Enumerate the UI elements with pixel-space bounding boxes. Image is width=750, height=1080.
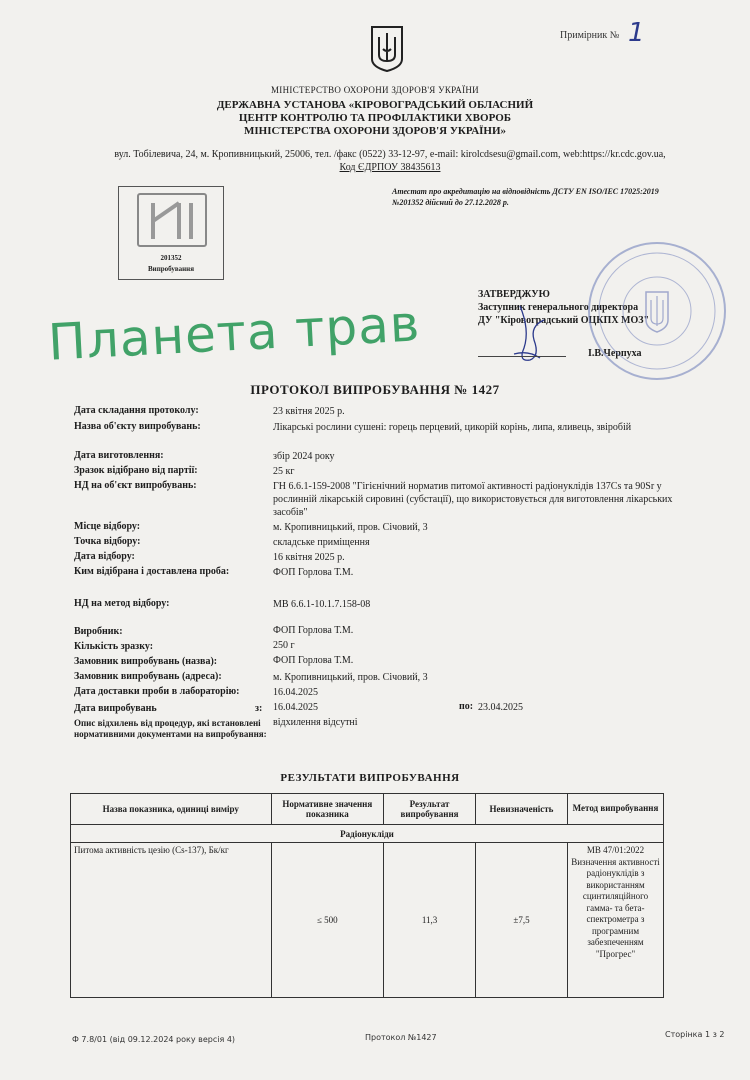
field-value-customer-address: м. Кропивницький, пров. Січовий, 3 — [273, 672, 428, 683]
header-uncertainty: Невизначеність — [475, 794, 567, 825]
organization-name-line2: ЦЕНТР КОНТРОЛЮ ТА ПРОФІЛАКТИКИ ХВОРОБ — [238, 112, 512, 124]
field-value-customer-name: ФОП Горлова Т.М. — [273, 655, 354, 666]
field-value-batch-size: 25 кг — [273, 466, 295, 477]
watermark-stamp: Планета трав — [46, 294, 422, 372]
field-label-sampling-method: НД на метод відбору: — [74, 598, 170, 609]
table-row — [71, 843, 664, 998]
organization-address — [70, 148, 710, 174]
field-label-sampling-place: Місце відбору: — [74, 521, 141, 532]
footer-form-version: Ф 7.8/01 (від 09.12.2024 року версія 4) — [72, 1035, 236, 1044]
address-line: вул. Тобілевича, 24, м. Кропивницький, 25006, тел. /факс (0522) 33-12-97, e-mail: kirolcdsesu@gmail.com, web:https://kr.cdc.gov.ua, — [114, 149, 666, 160]
test-date-to-label: по: — [459, 701, 474, 712]
accreditation-mark-icon — [137, 193, 207, 247]
field-value-sampling-point: складське приміщення — [273, 537, 370, 548]
cell-result: 11,3 — [384, 843, 476, 998]
protocol-title: ПРОТОКОЛ ВИПРОБУВАННЯ № 1427 — [250, 382, 500, 397]
field-value-manufacture-date: збір 2024 року — [273, 451, 335, 462]
field-value-protocol-date: 23 квітня 2025 р. — [273, 406, 345, 417]
header-method: Метод випробування — [568, 794, 664, 825]
signature-line — [478, 356, 566, 357]
cell-method — [568, 843, 664, 998]
field-value-deviations: відхилення відсутні — [273, 717, 358, 728]
field-label-sampling-point: Точка відбору: — [74, 536, 141, 547]
field-label-sample-quantity: Кількість зразку: — [74, 641, 154, 652]
field-label-object-standard: НД на об'єкт випробувань: — [74, 480, 197, 491]
results-header-row — [71, 794, 664, 825]
accreditation-line1: Атестат про акредитацію на відповідність ДСТУ EN ISO/IEC 17025:2019 — [392, 187, 659, 196]
trident-emblem-icon — [370, 25, 404, 73]
field-label-batch-size: Зразок відібрано від партії: — [74, 465, 198, 476]
accreditation-logo-caption: Випробування — [148, 265, 194, 273]
footer-page-number: Сторінка 1 з 2 — [665, 1030, 725, 1039]
approval-position-line2: ДУ "Кіровоградський ОЦКПХ МОЗ" — [478, 315, 650, 326]
approval-title: ЗАТВЕРДЖУЮ — [478, 289, 550, 300]
official-seal-icon — [586, 240, 728, 382]
accreditation-logo-number: 201352 — [160, 254, 182, 262]
approval-position-line1: Заступник генерального директора — [478, 302, 639, 313]
copy-number-label: Примірник № — [560, 30, 620, 41]
field-label-test-object: Назва об'єкту випробувань: — [74, 421, 201, 432]
method-code: МВ 47/01:2022 — [586, 845, 645, 855]
field-value-sampled-by: ФОП Горлова Т.М. — [273, 567, 354, 578]
field-value-object-standard: ГН 6.6.1-159-2008 "Гігієнічний норматив питомої активності радіонуклідів 137Cs та 90Sr у рослинній лікарській сировині (субстації), що використовується для виготовлення лікарських засобів" — [273, 481, 673, 518]
signatory-name: І.В.Черпуха — [588, 348, 642, 359]
accreditation-note — [392, 186, 702, 208]
field-label-sampled-by: Ким відібрана і доставлена проба: — [74, 566, 230, 577]
field-label-manufacture-date: Дата виготовлення: — [74, 450, 164, 461]
signature-icon — [500, 300, 560, 370]
field-label-sampling-date: Дата відбору: — [74, 551, 135, 562]
organization-name-line1: ДЕРЖАВНА УСТАНОВА «КІРОВОГРАДСЬКИЙ ОБЛАСНИЙ — [216, 99, 534, 111]
field-value-sampling-method: МВ 6.6.1-10.1.7.158-08 — [273, 599, 371, 610]
header-norm: Нормативне значення показника — [271, 794, 384, 825]
field-label-delivery-date: Дата доставки проби в лабораторію: — [74, 686, 240, 697]
accreditation-line2: №201352 дійсний до 27.12.2028 р. — [392, 198, 509, 207]
results-table — [70, 793, 664, 998]
field-value-manufacturer: ФОП Горлова Т.М. — [273, 625, 354, 636]
results-title: РЕЗУЛЬТАТИ ВИПРОБУВАННЯ — [280, 772, 460, 784]
footer-protocol-number: Протокол №1427 — [365, 1033, 437, 1042]
field-value-sampling-date: 16 квітня 2025 р. — [273, 552, 345, 563]
field-value-delivery-date: 16.04.2025 — [273, 687, 318, 698]
field-label-protocol-date: Дата складання протоколу: — [74, 405, 199, 416]
section-radionuclides: Радіонукліди — [71, 825, 664, 843]
field-value-test-date-to: 23.04.2025 — [478, 702, 523, 713]
test-date-from-label: з: — [255, 703, 263, 714]
ministry-name: МІНІСТЕРСТВО ОХОРОНИ ЗДОРОВ'Я УКРАЇНИ — [271, 85, 479, 95]
cell-indicator-name: Питома активність цезію (Cs-137), Бк/кг — [71, 843, 272, 998]
accreditation-logo — [118, 186, 224, 280]
field-label-customer-address: Замовник випробувань (адреса): — [74, 671, 222, 682]
method-description: Визначення активності радіонуклідів з використанням сцинтиляційного гамма- та бета-спектрометра з програмним забезпеченням "Прогрес" — [571, 856, 660, 959]
edrpou-code: Код ЄДРПОУ 38435613 — [339, 162, 441, 173]
header-indicator-name: Назва показника, одиниці виміру — [71, 794, 272, 825]
cell-norm: ≤ 500 — [271, 843, 384, 998]
field-value-sampling-place: м. Кропивницький, пров. Січовий, 3 — [273, 522, 428, 533]
copy-number-value: 1 — [628, 18, 645, 48]
field-label-manufacturer: Виробник: — [74, 626, 123, 637]
field-value-sample-quantity: 250 г — [273, 640, 295, 651]
section-row — [71, 825, 664, 843]
field-value-test-object: Лікарські рослини сушені: горець перцевий, цикорій корінь, липа, яливець, звіробій — [273, 422, 632, 433]
field-value-test-date-from: 16.04.2025 — [273, 702, 318, 713]
field-label-customer-name: Замовник випробувань (назва): — [74, 656, 218, 667]
organization-name-line3: МІНІСТЕРСТВА ОХОРОНИ ЗДОРОВ'Я УКРАЇНИ» — [243, 125, 507, 137]
header-result: Результат випробування — [384, 794, 476, 825]
field-label-deviations: Опис відхилень від процедур, які встановлені нормативними документами на випробування: — [74, 718, 267, 739]
cell-uncertainty: ±7,5 — [475, 843, 567, 998]
field-label-test-dates: Дата випробувань — [74, 703, 157, 714]
